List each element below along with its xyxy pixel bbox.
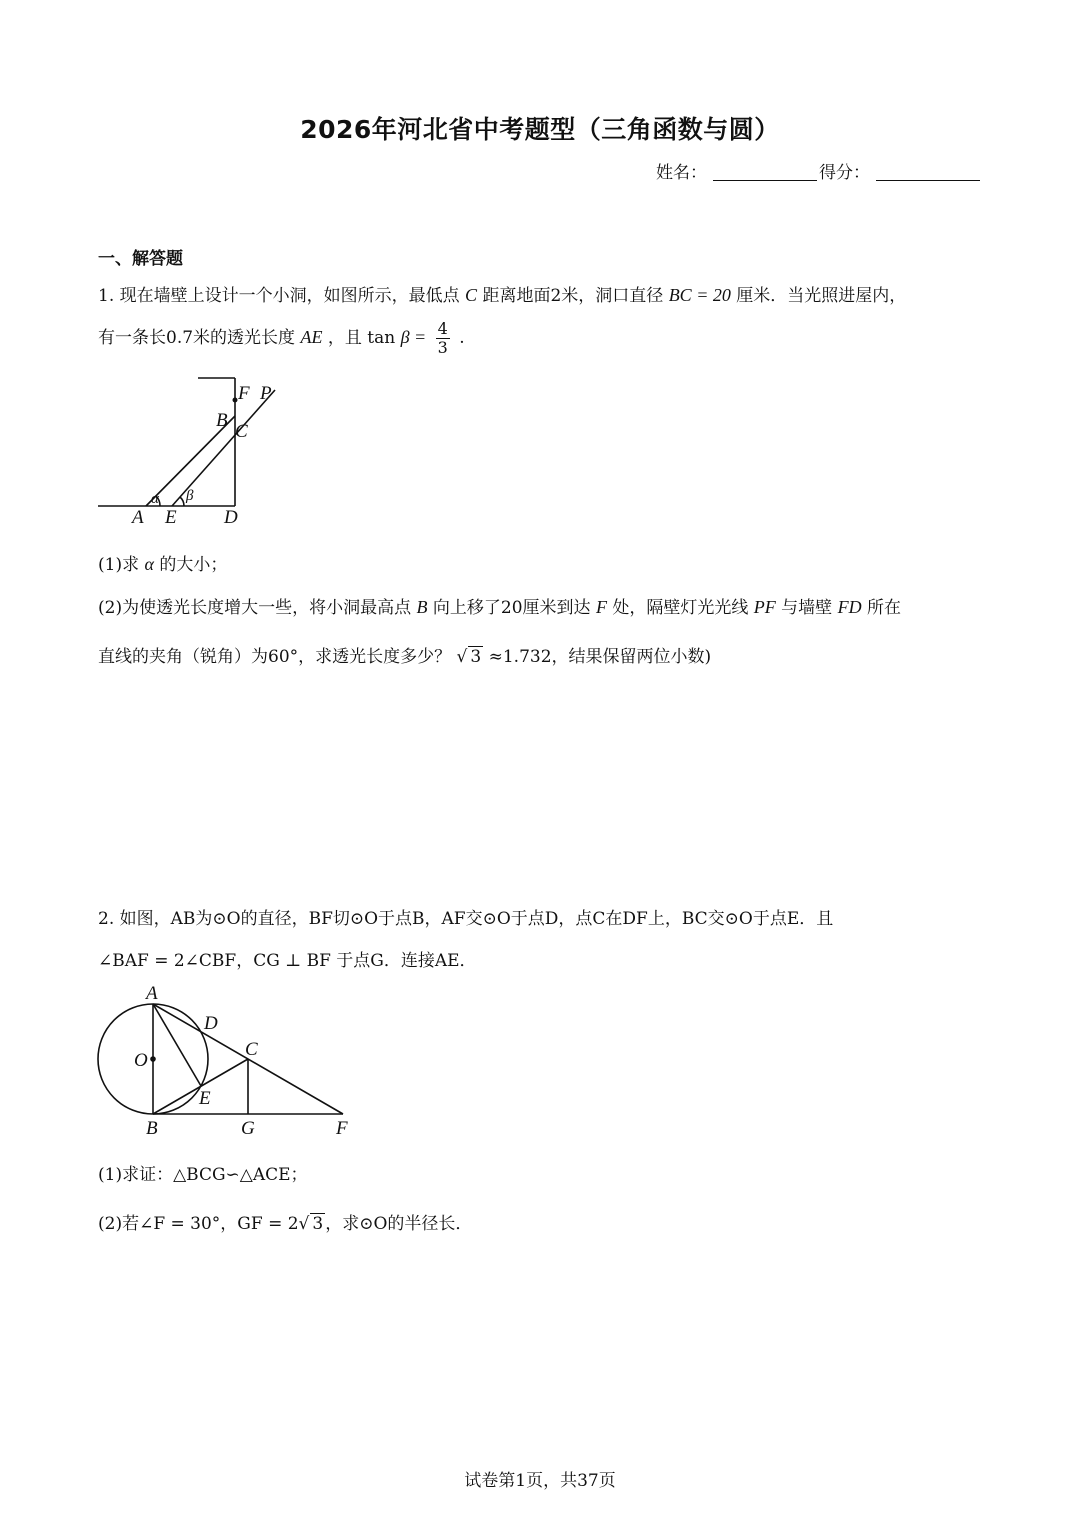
student-info-line bbox=[656, 158, 982, 183]
q1-text: 有一条长0.7米的透光长度 bbox=[98, 328, 296, 348]
line-ae bbox=[153, 1004, 201, 1086]
label-E: E bbox=[165, 507, 177, 528]
q1-text: 的大小； bbox=[159, 555, 228, 575]
q1-sub2-line1 bbox=[98, 593, 901, 618]
fraction-numerator: 4 bbox=[437, 319, 448, 338]
q1-pf: PF bbox=[753, 597, 776, 617]
q2-text: (2)若∠F = 30°，GF = 2 bbox=[98, 1214, 299, 1234]
q1-text: 直线的夹角（锐角）为60°，求透光长度多少？ bbox=[98, 647, 452, 667]
q1-text: 厘米．当光照进屋内， bbox=[736, 286, 907, 306]
name-blank[interactable] bbox=[713, 162, 817, 181]
label-G: G bbox=[241, 1118, 255, 1139]
q2-sub1: (1)求证：△BCG∽△ACE； bbox=[98, 1165, 308, 1185]
sqrt-symbol: √ bbox=[298, 1214, 310, 1234]
section-title: 一、解答题 bbox=[98, 249, 183, 269]
fraction-denominator: 3 bbox=[437, 338, 448, 357]
name-label: 姓名： bbox=[656, 163, 707, 183]
q1-tan: tan bbox=[367, 328, 396, 348]
q1-stem-line2 bbox=[98, 320, 465, 357]
beta-arc bbox=[180, 497, 184, 506]
sqrt-radicand: 3 bbox=[470, 647, 482, 667]
q1-text: . bbox=[459, 328, 465, 348]
label-B: B bbox=[146, 1118, 158, 1139]
q2-sub2 bbox=[98, 1209, 472, 1234]
label-E: E bbox=[199, 1088, 211, 1109]
q2-stem-line2: ∠BAF = 2∠CBF，CG ⊥ BF 于点G．连接AE． bbox=[98, 951, 477, 971]
q1-text: 向上移了20厘米到达 bbox=[432, 598, 591, 618]
q1-figure bbox=[90, 370, 300, 530]
label-D: D bbox=[224, 507, 238, 528]
q1-sub1 bbox=[98, 550, 227, 575]
q1-alpha: α bbox=[144, 554, 154, 574]
q1-beta: β = bbox=[400, 327, 427, 347]
sqrt-radicand: 3 bbox=[312, 1214, 324, 1234]
page-title: 2026年河北省中考题型（三角函数与圆） bbox=[300, 115, 780, 144]
q1-text: 1. 现在墙壁上设计一个小洞，如图所示，最低点 bbox=[98, 286, 460, 306]
label-F: F bbox=[336, 1118, 348, 1139]
q1-fd: FD bbox=[837, 597, 862, 617]
q1-point-f: F bbox=[595, 597, 607, 617]
q1-text: 处，隔壁灯光光线 bbox=[612, 598, 749, 618]
q1-point-c: C bbox=[465, 285, 478, 305]
label-A: A bbox=[132, 507, 144, 528]
q1-text: (1)求 bbox=[98, 555, 140, 575]
q1-bc-equation: BC = 20 bbox=[668, 285, 731, 305]
q1-sub2-line2 bbox=[98, 642, 711, 667]
q1-text: ，且 bbox=[327, 328, 362, 348]
center-dot bbox=[150, 1056, 156, 1062]
q1-text: (2)为使透光长度增大一些，将小洞最高点 bbox=[98, 598, 412, 618]
sqrt-symbol: √ bbox=[456, 647, 468, 667]
q2-text: ，求⊙O的半径长． bbox=[325, 1214, 473, 1234]
q1-ae: AE bbox=[300, 327, 323, 347]
q2-figure bbox=[90, 982, 370, 1142]
page-footer: 试卷第1页，共37页 bbox=[464, 1471, 616, 1491]
point-f-dot bbox=[233, 398, 238, 403]
label-C: C bbox=[245, 1039, 258, 1060]
label-P: P bbox=[260, 383, 272, 404]
label-B: B bbox=[216, 410, 228, 431]
label-F: F bbox=[238, 383, 250, 404]
label-A: A bbox=[146, 983, 158, 1004]
label-C: C bbox=[235, 421, 248, 442]
score-blank[interactable] bbox=[876, 162, 980, 181]
q1-text: 所在 bbox=[866, 598, 901, 618]
q1-fraction bbox=[436, 320, 450, 357]
q1-point-b: B bbox=[416, 597, 428, 617]
q1-text: ≈1.732，结果保留两位小数) bbox=[488, 647, 712, 667]
label-O: O bbox=[134, 1050, 148, 1071]
score-label: 得分： bbox=[819, 163, 870, 183]
q1-stem-line1 bbox=[98, 281, 906, 306]
q2-stem-line1: 2. 如图，AB为⊙O的直径，BF切⊙O于点B，AF交⊙O于点D，点C在DF上，BC交⊙O于点E．且 bbox=[98, 909, 834, 929]
label-alpha: α bbox=[151, 491, 159, 507]
q1-text: 距离地面2米，洞口直径 bbox=[482, 286, 664, 306]
label-D: D bbox=[204, 1013, 218, 1034]
q1-text: 与墙壁 bbox=[781, 598, 833, 618]
label-beta: β bbox=[186, 488, 194, 504]
